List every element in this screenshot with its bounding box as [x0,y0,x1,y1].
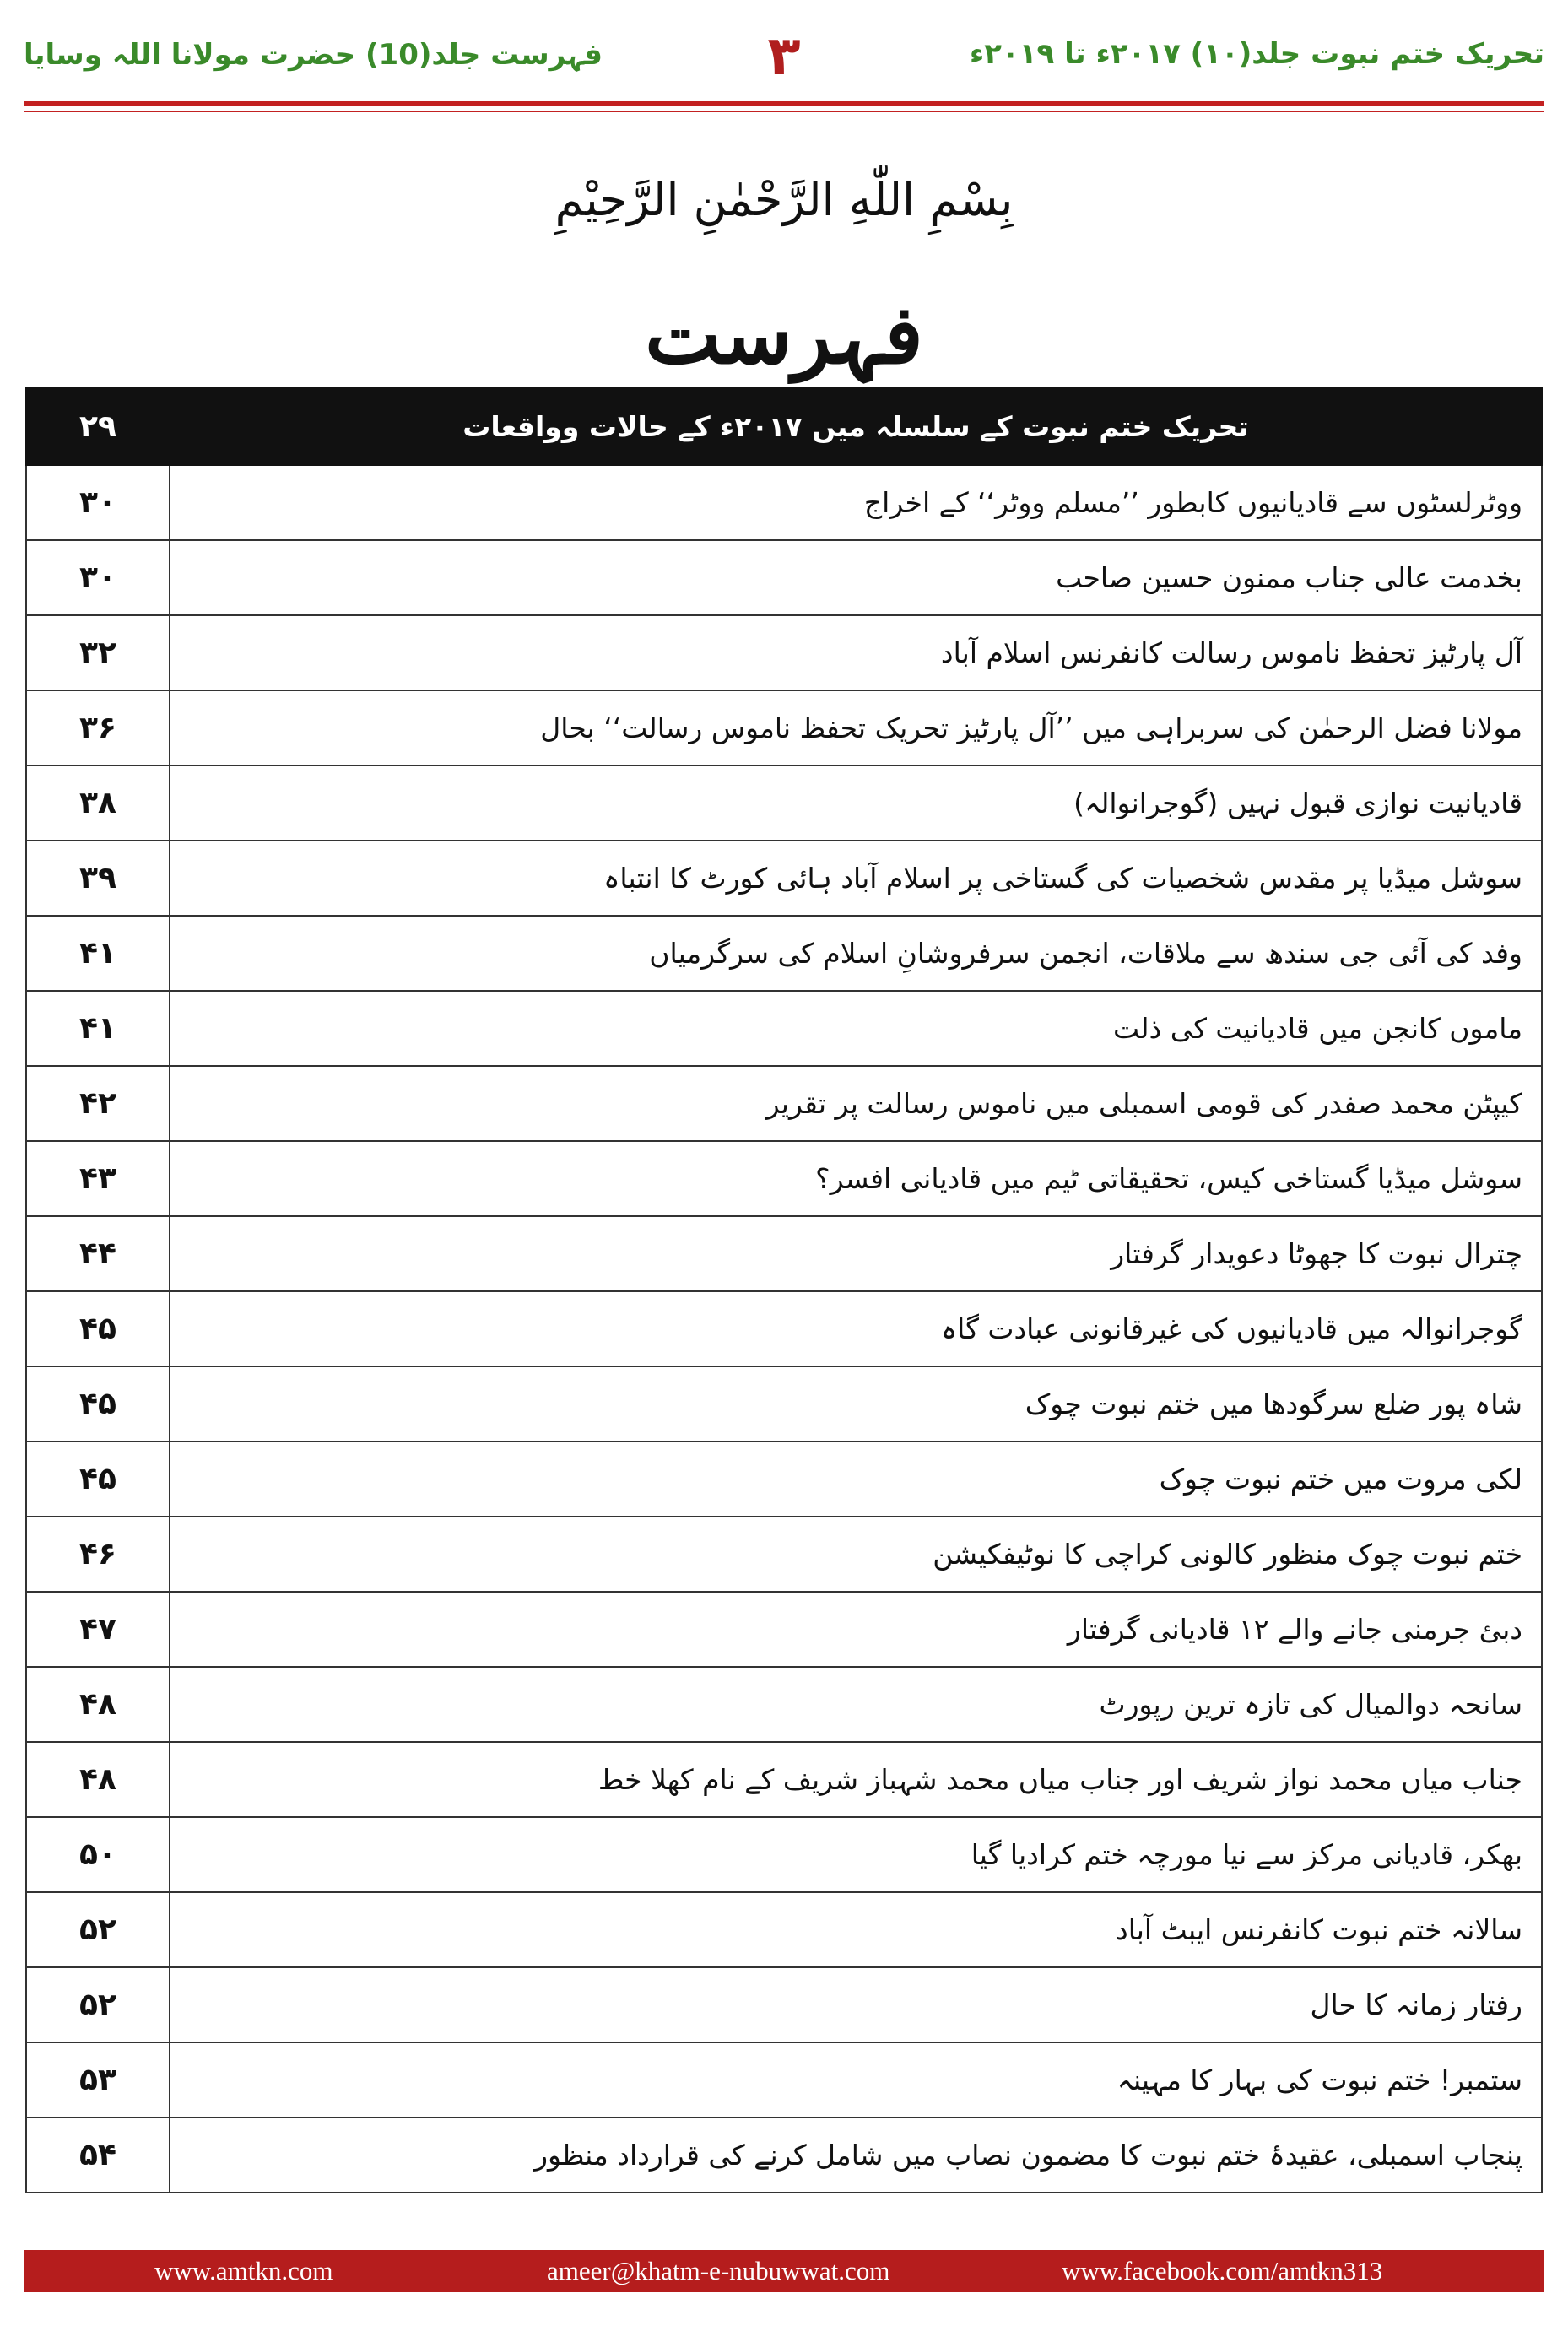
entry-title: مولانا فضل الرحمٰن کی سربراہی میں ’’آل پارٹیز تحریک تحفظ ناموس رسالت‘‘ بحال [170,690,1542,765]
entry-title: سالانہ ختم نبوت کانفرنس ایبٹ آباد [170,1892,1542,1967]
entry-page-number: ۴۵ [26,1291,170,1366]
toc-entry-row [26,1366,1542,1441]
entry-title: چترال نبوت کا جھوٹا دعویدار گرفتار [170,1216,1542,1291]
entry-page-number: ۳۸ [26,765,170,841]
header-divider-thin [24,111,1544,112]
entry-page-number: ۵۳ [26,2042,170,2118]
toc-entry-row [26,1967,1542,2042]
toc-entry-row [26,2042,1542,2118]
entry-title: سوشل میڈیا پر مقدس شخصیات کی گستاخی پر اسلام آباد ہائی کورٹ کا انتباہ [170,841,1542,916]
entry-page-number: ۳۹ [26,841,170,916]
toc-entry-row [26,1066,1542,1141]
entry-page-number: ۴۷ [26,1592,170,1667]
toc-entry-row [26,1742,1542,1817]
section-page-number: ۲۹ [26,387,170,465]
entry-page-number: ۴۸ [26,1742,170,1817]
entry-title: وفد کی آئی جی سندھ سے ملاقات، انجمن سرفروشانِ اسلام کی سرگرمیاں [170,916,1542,991]
entry-page-number: ۳۰ [26,540,170,615]
entry-page-number: ۵۲ [26,1967,170,2042]
toc-entry-row [26,465,1542,540]
section-heading: تحریک ختم نبوت کے سلسلہ میں ۲۰۱۷ء کے حالات وواقعات [170,387,1542,465]
page-footer [24,2250,1544,2292]
entry-page-number: ۵۴ [26,2118,170,2193]
entry-page-number: ۴۱ [26,916,170,991]
page-header [24,25,1544,93]
entry-title: آل پارٹیز تحفظ ناموس رسالت کانفرنس اسلام آباد [170,615,1542,690]
entry-title: ماموں کانجن میں قادیانیت کی ذلت [170,991,1542,1066]
entry-title: ختم نبوت چوک منظور کالونی کراچی کا نوٹیفکیشن [170,1517,1542,1592]
toc-entry-row [26,765,1542,841]
entry-page-number: ۴۵ [26,1441,170,1517]
toc-entry-row [26,690,1542,765]
entry-page-number: ۴۸ [26,1667,170,1742]
toc-entry-row [26,991,1542,1066]
entry-page-number: ۳۶ [26,690,170,765]
entry-title: بخدمت عالی جناب ممنون حسین صاحب [170,540,1542,615]
footer-email-link[interactable]: ameer@khatm-e-nubuwwat.com [547,2256,890,2285]
entry-title: ستمبر! ختم نبوت کی بہار کا مہینہ [170,2042,1542,2118]
entry-title: سوشل میڈیا گستاخی کیس، تحقیقاتی ٹیم میں قادیانی افسر؟ [170,1141,1542,1216]
entry-page-number: ۴۶ [26,1517,170,1592]
entry-page-number: ۳۰ [26,465,170,540]
toc-entry-row [26,2118,1542,2193]
entry-title: کیپٹن محمد صفدر کی قومی اسمبلی میں ناموس رسالت پر تقریر [170,1066,1542,1141]
entry-title: بھکر، قادیانی مرکز سے نیا مورچہ ختم کرادیا گیا [170,1817,1542,1892]
entry-page-number: ۴۳ [26,1141,170,1216]
toc-entry-row [26,540,1542,615]
entry-title: قادیانیت نوازی قبول نہیں (گوجرانوالہ) [170,765,1542,841]
entry-page-number: ۳۲ [26,615,170,690]
footer-facebook-link[interactable]: www.facebook.com/amtkn313 [1062,2256,1383,2285]
entry-page-number: ۴۵ [26,1366,170,1441]
toc-entry-row [26,1291,1542,1366]
toc-entry-row [26,1592,1542,1667]
entry-title: جناب میاں محمد نواز شریف اور جناب میاں محمد شہباز شریف کے نام کھلا خط [170,1742,1542,1817]
entry-page-number: ۴۱ [26,991,170,1066]
toc-entry-row [26,1216,1542,1291]
entry-title: سانحہ دوالمیال کی تازہ ترین رپورٹ [170,1667,1542,1742]
toc-entry-row [26,1141,1542,1216]
toc-entry-row [26,615,1542,690]
toc-entry-row [26,916,1542,991]
toc-entry-row [26,1517,1542,1592]
toc-entry-row [26,1441,1542,1517]
entry-title: لکی مروت میں ختم نبوت چوک [170,1441,1542,1517]
page-title: فہرست [645,287,923,382]
entry-page-number: ۴۲ [26,1066,170,1141]
toc-entry-row [26,841,1542,916]
toc-entry-row [26,1817,1542,1892]
toc-entry-row [26,1892,1542,1967]
entry-title: گوجرانوالہ میں قادیانیوں کی غیرقانونی عبادت گاہ [170,1291,1542,1366]
header-divider-thick [24,101,1544,106]
footer-website-link[interactable]: www.amtkn.com [154,2256,333,2285]
entry-title: شاہ پور ضلع سرگودھا میں ختم نبوت چوک [170,1366,1542,1441]
bismillah-calligraphy: بِسْمِ اللّٰهِ الرَّحْمٰنِ الرَّحِيْمِ [554,173,1014,226]
table-of-contents [25,387,1543,2193]
header-volume-author: فہرست جلد(10) حضرت مولانا اللہ وسایا [24,38,603,72]
entry-title: رفتار زمانہ کا حال [170,1967,1542,2042]
toc-entry-row [26,1667,1542,1742]
entry-page-number: ۵۰ [26,1817,170,1892]
page-number: ۳ [767,25,801,88]
entry-title: دبئ جرمنی جانے والے ۱۲ قادیانی گرفتار [170,1592,1542,1667]
entry-page-number: ۴۴ [26,1216,170,1291]
entry-page-number: ۵۲ [26,1892,170,1967]
entry-title: پنجاب اسمبلی، عقیدۂ ختم نبوت کا مضمون نصاب میں شامل کرنے کی قرارداد منظور [170,2118,1542,2193]
header-book-title: تحریک ختم نبوت جلد(۱۰) ۲۰۱۷ء تا ۲۰۱۹ء [969,37,1544,71]
toc-section-row [26,387,1542,465]
entry-title: ووٹرلسٹوں سے قادیانیوں کابطور ’’مسلم ووٹر‘‘ کے اخراج [170,465,1542,540]
